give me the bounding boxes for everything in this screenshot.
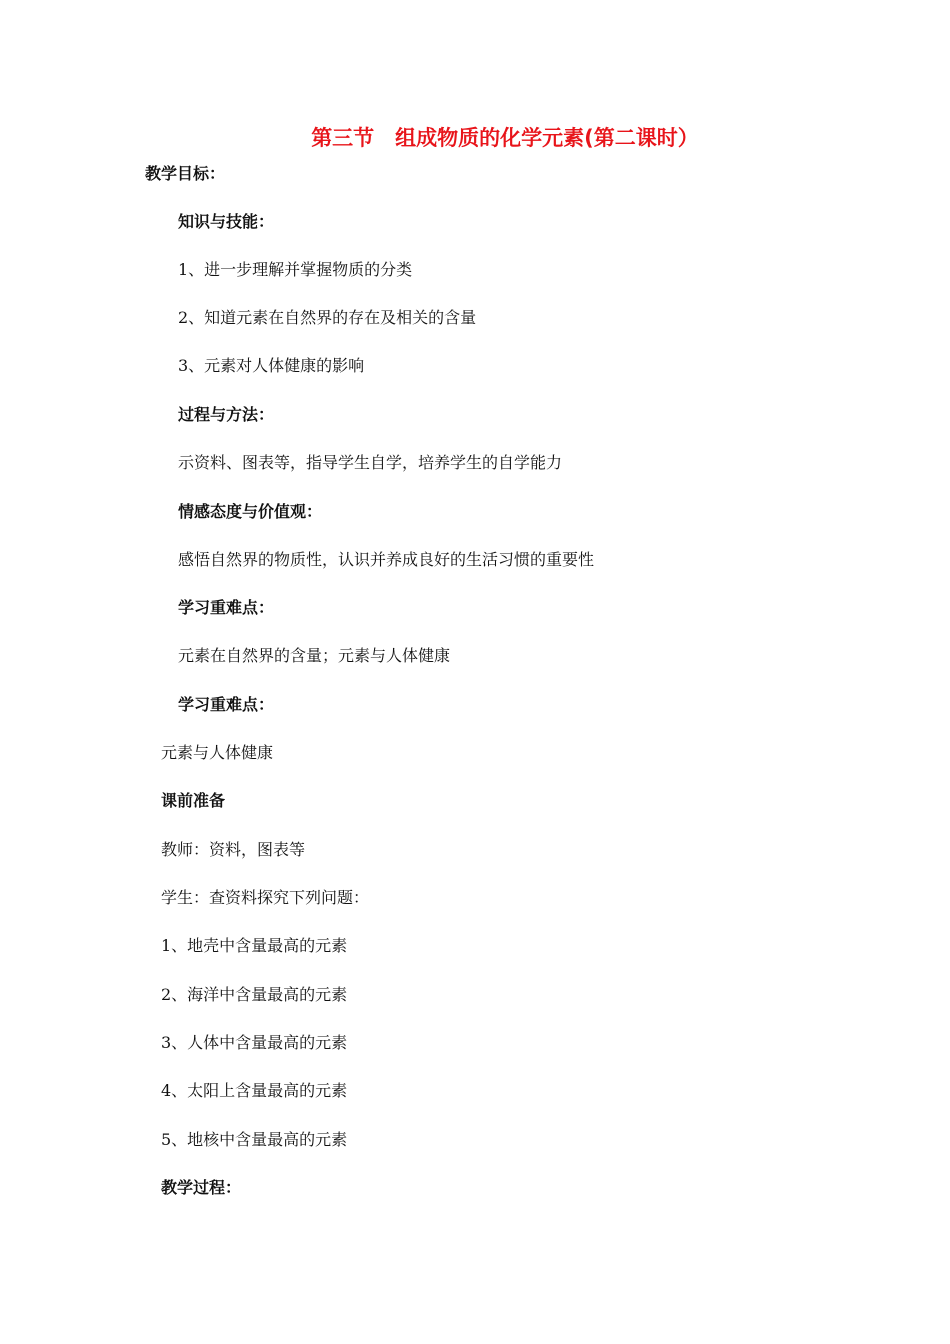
process-heading: 过程与方法：	[178, 405, 275, 424]
key-heading: 学习重难点：	[178, 598, 275, 617]
teaching-process-heading: 教学过程：	[161, 1178, 242, 1197]
question-item: 2、海洋中含量最高的元素	[161, 985, 348, 1004]
prep-heading: 课前准备	[161, 791, 226, 810]
teacher-prep: 教师：资料，图表等	[161, 840, 306, 859]
page-title: 第三节 组成物质的化学元素(第二课时）	[311, 126, 699, 150]
knowledge-item: 1、进一步理解并掌握物质的分类	[178, 260, 413, 279]
process-text: 示资料、图表等，指导学生自学，培养学生的自学能力	[178, 453, 563, 472]
question-item: 4、太阳上含量最高的元素	[161, 1081, 348, 1100]
key-heading-secondary: 学习重难点：	[178, 695, 275, 714]
student-prep: 学生：查资料探究下列问题：	[161, 888, 370, 907]
question-item: 5、地核中含量最高的元素	[161, 1130, 348, 1149]
objectives-heading: 教学目标：	[145, 164, 226, 183]
question-item: 3、人体中含量最高的元素	[161, 1033, 348, 1052]
key-text-secondary: 元素与人体健康	[161, 743, 274, 762]
knowledge-item: 3、元素对人体健康的影响	[178, 356, 365, 375]
question-item: 1、地壳中含量最高的元素	[161, 936, 348, 955]
emotion-heading: 情感态度与价值观：	[178, 502, 323, 521]
key-text: 元素在自然界的含量；元素与人体健康	[178, 646, 451, 665]
knowledge-heading: 知识与技能：	[178, 212, 275, 231]
knowledge-item: 2、知道元素在自然界的存在及相关的含量	[178, 308, 477, 327]
emotion-text: 感悟自然界的物质性，认识并养成良好的生活习惯的重要性	[178, 550, 595, 569]
